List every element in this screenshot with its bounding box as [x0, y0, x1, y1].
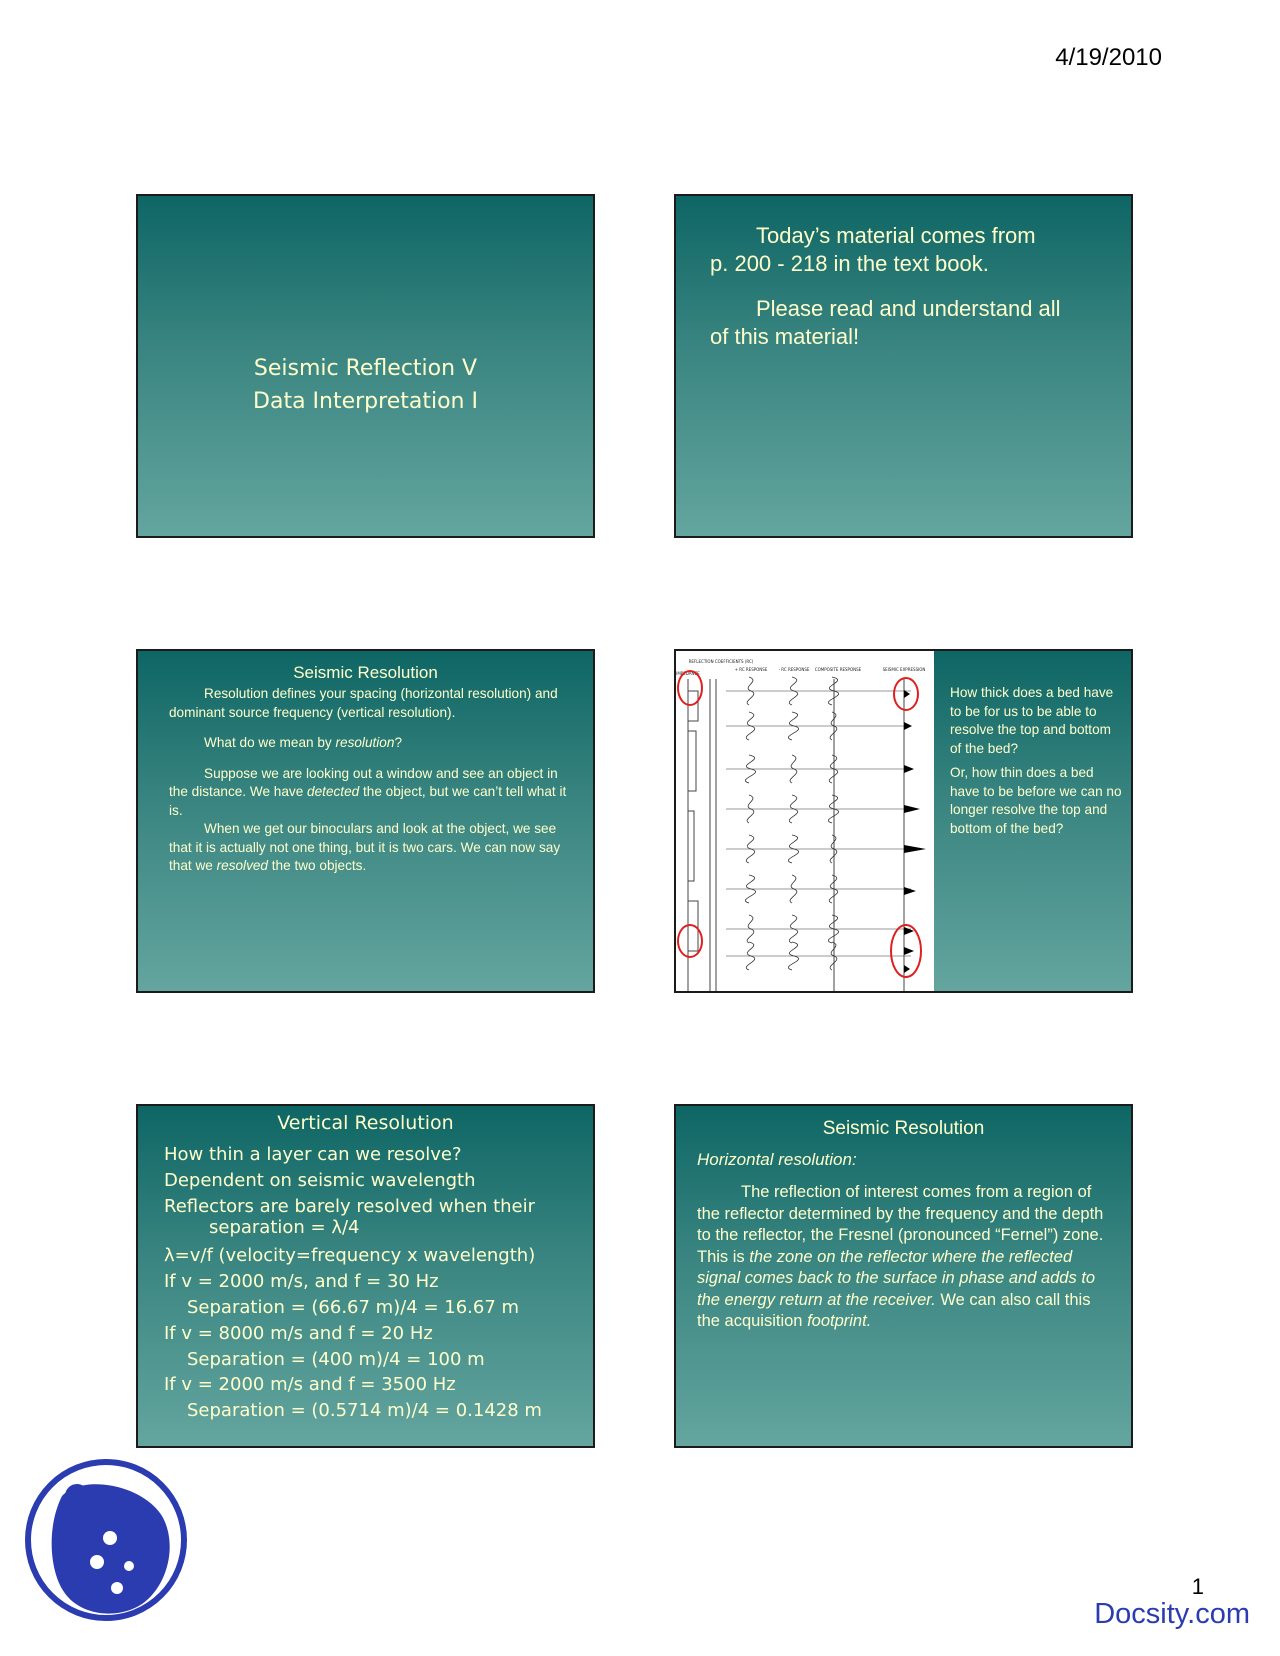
slide-body	[169, 685, 573, 888]
p4-em: resolved	[216, 858, 268, 873]
question-1: How thick does a bed have to be for us to be able to resolve the top and bottom of the bed?	[950, 685, 1114, 756]
fresnel-em2: footprint.	[807, 1312, 872, 1330]
resolution-paragraph-3	[169, 765, 573, 821]
slide-heading: Seismic Resolution	[822, 1118, 985, 1139]
p1-text: Resolution defines your spacing (horizontal resolution) and dominant source frequency (vertical resolution).	[169, 686, 558, 720]
impedance-trace	[688, 691, 698, 951]
seismic-wedge	[904, 947, 914, 955]
seismic-wedge	[904, 765, 914, 773]
line-8: Separation = (400 m)/4 = 100 m	[187, 1348, 485, 1370]
title-line-1: Seismic Reflection V	[253, 356, 478, 381]
p3-em: detected	[307, 784, 360, 799]
slide-title-text	[138, 352, 593, 418]
line-0: How thin a layer can we resolve?	[164, 1144, 462, 1165]
fresnel-mid: We can also call this the acquisition	[697, 1290, 1091, 1330]
p2-post: ?	[394, 735, 402, 750]
p3-post: the object, but we can’t tell what it is.	[169, 784, 567, 818]
line-4: λ=v/f (velocity=frequency x wavelength)	[164, 1245, 536, 1267]
resolution-paragraph-2	[169, 734, 573, 753]
label-impedance: IMPEDANCE	[676, 671, 700, 676]
seismic-traces-svg	[676, 651, 934, 991]
line-5: If v = 2000 m/s, and f = 30 Hz	[164, 1271, 439, 1293]
annotation-circle-top-left	[678, 671, 702, 705]
response-traces	[726, 677, 911, 970]
slide-vertical-resolution	[136, 1104, 595, 1448]
slide-heading: Vertical Resolution	[277, 1112, 454, 1134]
resolution-paragraph-4	[169, 820, 573, 876]
line-1: Dependent on seismic wavelength	[164, 1169, 476, 1191]
line-10: Separation = (0.5714 m)/4 = 0.1428 m	[187, 1400, 542, 1422]
fresnel-paragraph	[697, 1182, 1117, 1333]
label-plus-rc: + RC RESPONSE	[734, 667, 768, 672]
slide-bed-thickness	[674, 649, 1133, 993]
label-reflection-coefficients: REFLECTION COEFFICIENTS (RC)	[688, 659, 754, 664]
line-6: Separation = (66.67 m)/4 = 16.67 m	[187, 1296, 520, 1318]
label-seismic-expression: SEISMIC EXPRESSION	[882, 667, 926, 672]
docsity-logo-icon	[22, 1456, 190, 1624]
line-3: separation = λ/4	[209, 1217, 360, 1239]
seismic-wedge	[904, 887, 916, 895]
slide-seismic-resolution	[136, 649, 595, 993]
fresnel-em1: the zone on the reflector where the reflected signal comes back to the surface in phase and adds to the energy return at the receiver.	[697, 1247, 1096, 1309]
bed-questions	[950, 684, 1123, 844]
slide-horizontal-resolution	[674, 1104, 1133, 1448]
vertical-resolution-lines	[164, 1142, 585, 1424]
resolution-paragraph-1	[169, 685, 573, 722]
reading-p1-line1: Today’s material comes from	[756, 223, 1036, 248]
reading-paragraph-1	[710, 222, 1101, 278]
reading-p2-line1: Please read and understand all	[756, 296, 1061, 321]
slide-subtitle: Horizontal resolution:	[697, 1150, 857, 1169]
reading-p1-line2: p. 200 - 218 in the text book.	[710, 251, 989, 276]
line-2: Reflectors are barely resolved when their	[164, 1195, 536, 1217]
page-date: 4/19/2010	[1055, 44, 1162, 71]
seismic-response-figure	[676, 651, 934, 991]
p2-em: resolution	[335, 735, 395, 750]
reading-text	[710, 222, 1101, 368]
p4-pre: When we get our binoculars and look at the object, we see that it is actually not one thing, but it is two cars. We can now say that we	[169, 821, 561, 873]
seismic-wedge	[904, 805, 920, 813]
seismic-wedge	[904, 845, 926, 853]
seismic-wedge	[904, 965, 910, 973]
reading-p2-line2: of this material!	[710, 324, 860, 349]
fresnel-pre: The reflection of interest comes from a region of the reflector determined by the frequency and the depth to the reflector, the Fresnel (pronounced “Fernel”) zone. This is	[697, 1183, 1104, 1266]
title-line-2: Data Interpretation I	[253, 389, 478, 414]
question-2: Or, how thin does a bed have to be before we can no longer resolve the top and bottom of the bed?	[950, 765, 1122, 836]
slide-reading	[674, 194, 1133, 538]
page-number: 1	[1191, 1574, 1204, 1599]
docsity-brand-link[interactable]: Docsity.com	[1094, 1598, 1250, 1630]
line-9: If v = 2000 m/s and f = 3500 Hz	[164, 1374, 456, 1396]
reading-paragraph-2	[710, 295, 1101, 351]
p4-post: the two objects.	[268, 858, 367, 873]
seismic-wedge	[904, 722, 912, 730]
p3-pre: Suppose we are looking out a window and see an object in the distance. We have	[169, 765, 558, 799]
label-minus-rc: - RC RESPONSE	[778, 667, 810, 672]
slide-title	[136, 194, 595, 538]
line-7: If v = 8000 m/s and f = 20 Hz	[164, 1322, 433, 1344]
slide-heading: Seismic Resolution	[293, 663, 438, 682]
p2-pre: What do we mean by	[204, 735, 336, 750]
label-composite: COMPOSITE RESPONSE	[814, 667, 862, 672]
